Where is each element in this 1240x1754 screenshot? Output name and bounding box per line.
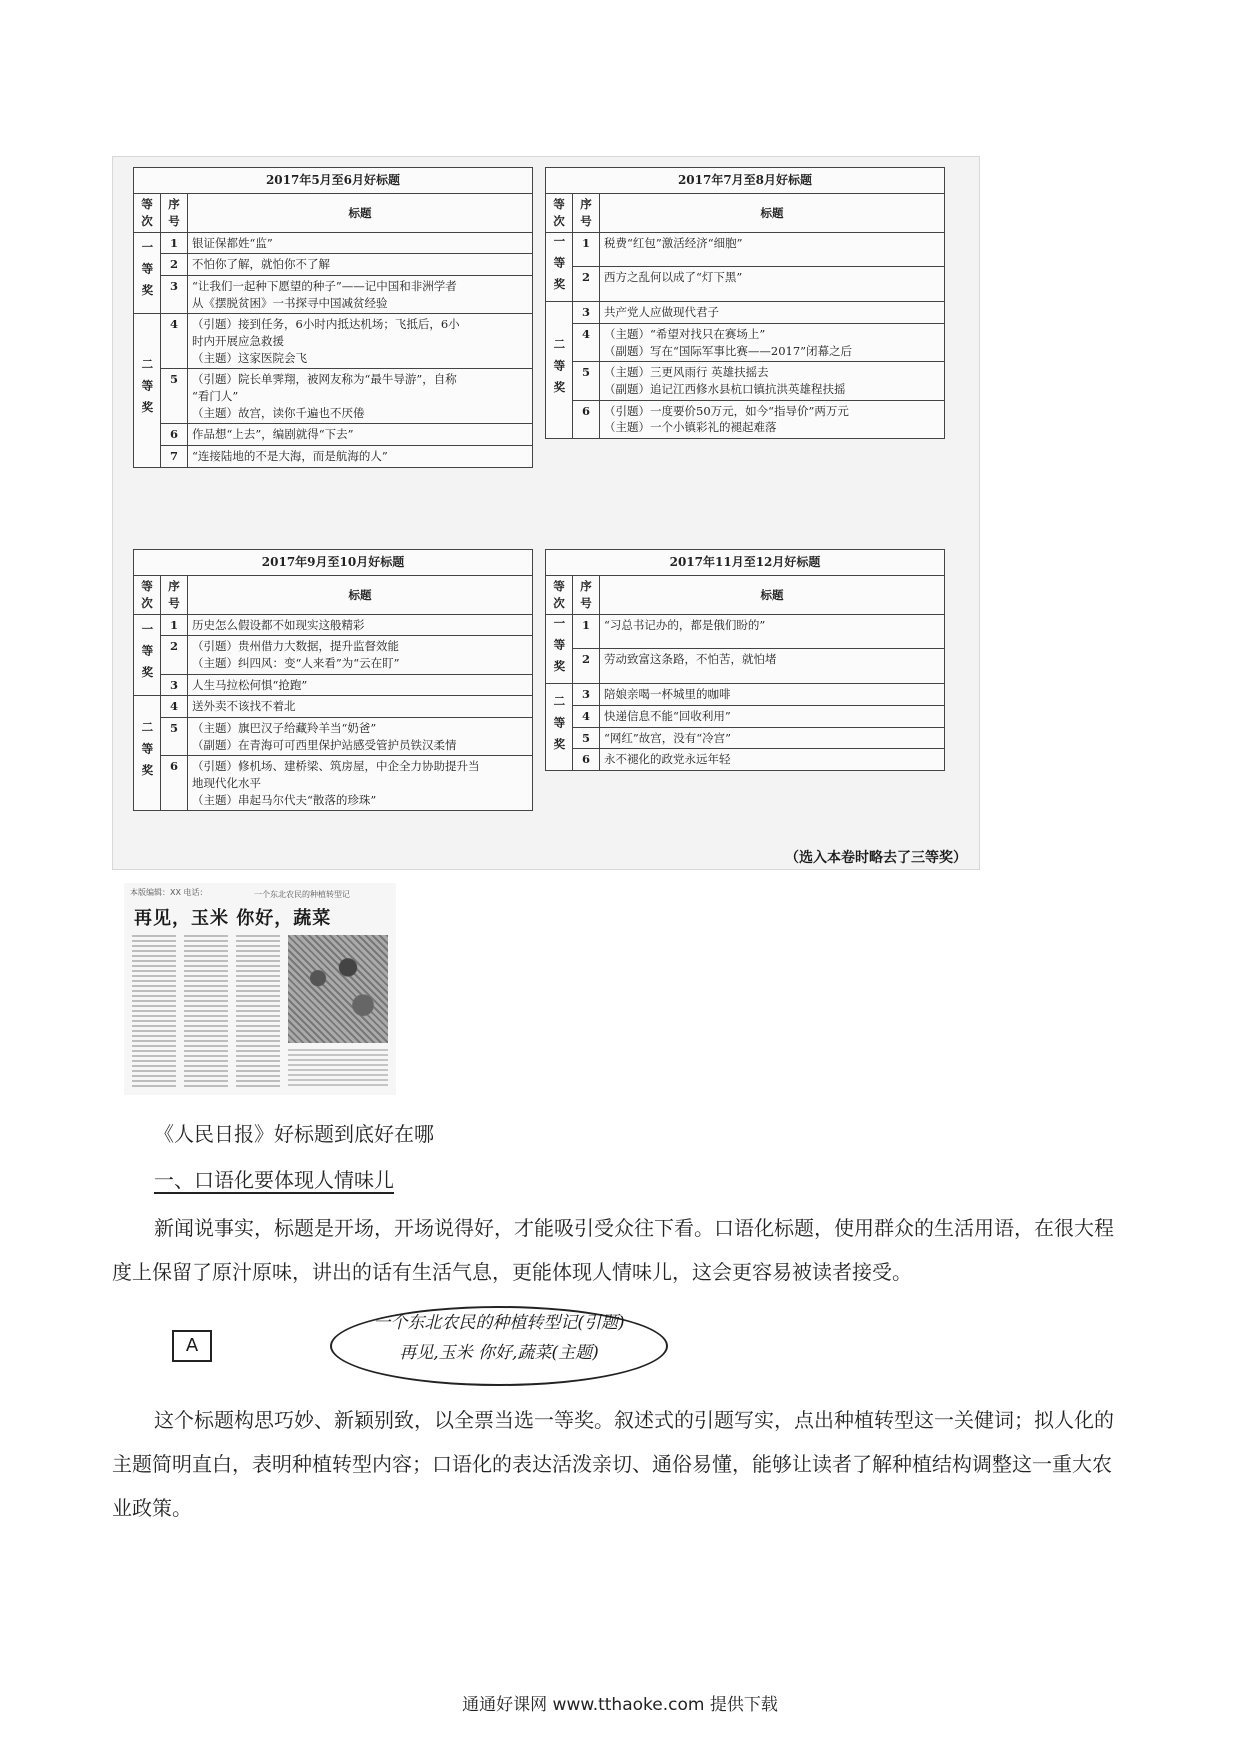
table-row — [546, 727, 945, 749]
number-cell: 3 — [161, 674, 188, 696]
article-title: 《人民日报》好标题到底好在哪 — [154, 1122, 434, 1146]
newspaper-clipping — [124, 883, 396, 1095]
headline-cell — [188, 674, 533, 696]
table-row — [134, 756, 533, 811]
headline-line: （主题）纠四风：变“人来看”为“云在盯” — [192, 656, 400, 671]
headline-line: （主题）串起马尔代夫“散落的珍珠” — [192, 792, 377, 807]
number-cell: 2 — [573, 649, 600, 684]
headline-cell — [600, 649, 945, 684]
headline-line: 永不褪化的政党永远年轻 — [604, 752, 731, 767]
table-row — [546, 684, 945, 706]
table-row — [546, 232, 945, 267]
paragraph-intro: 新闻说事实，标题是开场，开场说得好，才能吸引受众往下看。口语化标题，使用群众的生活用语，在很大程度上保留了原汁原味，讲出的话有生活气息，更能体现人情味儿，这会更容易被读者接受。 — [112, 1216, 1114, 1284]
number-cell: 4 — [573, 323, 600, 361]
headline-line: “网红”故宫，没有“冷宫” — [604, 730, 732, 745]
number-cell: 1 — [573, 232, 600, 267]
headline-cell — [600, 614, 945, 649]
grade-cell: 二等奖 — [546, 302, 573, 439]
grade-cell: 二等奖 — [546, 684, 573, 771]
award-table-july-august — [545, 167, 945, 439]
table-header-cell: 标题 — [600, 194, 945, 232]
grade-cell: 一等奖 — [546, 614, 573, 684]
table-row — [134, 718, 533, 756]
number-cell: 6 — [573, 749, 600, 771]
table-row — [546, 267, 945, 302]
table-row — [546, 302, 945, 324]
number-cell: 5 — [161, 718, 188, 756]
headline-line: 人生马拉松何惧“抢跑” — [192, 677, 308, 692]
headline-line: 劳动致富这条路，不怕苦，就怕堵 — [604, 652, 777, 667]
table-header-cell: 等次 — [134, 194, 161, 232]
table-header-cell: 等次 — [546, 576, 573, 614]
clipping-photo — [288, 935, 388, 1043]
number-cell: 3 — [573, 302, 600, 324]
number-cell: 6 — [161, 756, 188, 811]
number-cell: 4 — [161, 696, 188, 718]
grade-cell: 一等奖 — [134, 614, 161, 696]
sample-headline-line2: 再见,玉米 你好,蔬菜(主题) — [399, 1343, 599, 1363]
table-row — [134, 232, 533, 254]
headline-cell — [600, 302, 945, 324]
award-table-may-june — [133, 167, 533, 468]
award-table-november-december — [545, 549, 945, 771]
headline-line: （主题）旗巴汉子给藏羚羊当“奶爸” — [192, 721, 377, 736]
table-row — [134, 369, 533, 424]
grade-cell: 一等奖 — [134, 232, 161, 314]
headline-line: 陪娘亲喝一杯城里的咖啡 — [604, 687, 731, 702]
clipping-headline: 再见，玉米 你好，蔬菜 — [134, 908, 332, 929]
headline-line: 税费“红包”激活经济“细胞” — [604, 235, 743, 250]
number-cell: 1 — [573, 614, 600, 649]
table-row — [134, 424, 533, 446]
headline-line: （主题）一个小镇彩礼的褪起难落 — [604, 420, 777, 435]
headline-line: “习总书记办的，都是俄们盼的” — [604, 617, 766, 632]
sample-headline-oval — [330, 1306, 668, 1386]
headline-cell — [188, 614, 533, 636]
headline-line: （主题）“希望对找只在赛场上” — [604, 326, 766, 341]
table-header-cell: 序号 — [161, 194, 188, 232]
number-cell: 4 — [161, 314, 188, 369]
table-header-cell: 序号 — [573, 576, 600, 614]
headline-cell — [600, 362, 945, 400]
headline-cell — [188, 696, 533, 718]
headline-line: 快递信息不能“回收利用” — [604, 708, 731, 723]
page-footer: 通通好课网 www.tthaoke.com 提供下载 — [462, 1695, 778, 1715]
headline-line: 地现代化水平 — [192, 776, 261, 791]
headline-line: （主题）这家医院会飞 — [192, 350, 307, 365]
table-row — [134, 614, 533, 636]
table-note: （选入本卷时略去了三等奖） — [785, 850, 967, 866]
headline-cell — [188, 446, 533, 468]
table-row — [546, 749, 945, 771]
headline-line: 送外卖不该找不着北 — [192, 699, 296, 714]
table-row — [134, 314, 533, 369]
table-row — [546, 705, 945, 727]
clipping-top-text: 本版编辑：XX 电话： — [130, 888, 208, 897]
headline-line: 共产党人应做现代君子 — [604, 305, 719, 320]
clipping-sub-headline: 一个东北农民的种植转型记 — [254, 890, 350, 899]
headline-line: （引题）院长单霁翔，被网友称为“最牛导游”，自称 — [192, 372, 457, 387]
number-cell: 5 — [161, 369, 188, 424]
headline-cell — [188, 424, 533, 446]
headline-line: 时内开展应急救援 — [192, 334, 284, 349]
number-cell: 2 — [573, 267, 600, 302]
paragraph-analysis: 这个标题构思巧妙、新颖别致，以全票当选一等奖。叙述式的引题写实，点出种植转型这一关健词；拟人化的主题简明直白，表明种植转型内容；口语化的表达活泼亲切、通俗易懂，能够让读者了解种植结构调整这一重大农业政策。 — [112, 1408, 1114, 1520]
table-caption: 2017年7月至8月好标题 — [546, 168, 945, 194]
section-title: 一、口语化要体现人情味儿 — [154, 1168, 394, 1192]
headline-line: （副题）追记江西修水县杭口镇抗洪英雄程扶摇 — [604, 381, 846, 396]
number-cell: 2 — [161, 636, 188, 674]
headline-cell — [188, 369, 533, 424]
headline-cell — [188, 314, 533, 369]
headline-cell — [600, 705, 945, 727]
headline-line: （引题）修机场、建桥梁、筑房屋，中企全力协助提升当 — [192, 759, 480, 774]
headline-cell — [188, 636, 533, 674]
headline-line: （主题）故宫，读你千遍也不厌倦 — [192, 405, 365, 420]
headline-line: “看门人” — [192, 389, 239, 404]
number-cell: 1 — [161, 614, 188, 636]
headline-cell — [600, 267, 945, 302]
table-row — [134, 446, 533, 468]
headline-cell — [188, 232, 533, 254]
table-header-cell: 序号 — [573, 194, 600, 232]
number-cell: 5 — [573, 727, 600, 749]
headline-cell — [600, 684, 945, 706]
table-row — [546, 323, 945, 361]
headline-line: （引题）接到任务，6小时内抵达机场；飞抵后，6小 — [192, 317, 460, 332]
clipping-text-column — [288, 1049, 388, 1087]
number-cell: 5 — [573, 362, 600, 400]
sample-label: A — [172, 1330, 212, 1362]
grade-cell: 二等奖 — [134, 696, 161, 811]
headline-line: 从《摆脱贫困》一书探寻中国减贫经验 — [192, 295, 388, 310]
award-table-september-october — [133, 549, 533, 811]
headline-cell — [188, 276, 533, 314]
number-cell: 1 — [161, 232, 188, 254]
table-row — [134, 276, 533, 314]
number-cell: 4 — [573, 705, 600, 727]
table-row — [134, 674, 533, 696]
table-row — [134, 254, 533, 276]
grade-cell: 一等奖 — [546, 232, 573, 302]
headline-cell — [188, 254, 533, 276]
table-header-cell: 等次 — [546, 194, 573, 232]
headline-line: “让我们一起种下愿望的种子”——记中国和非洲学者 — [192, 279, 457, 294]
headline-line: 历史怎么假设都不如现实这般精彩 — [192, 617, 365, 632]
table-caption: 2017年9月至10月好标题 — [134, 550, 533, 576]
headline-line: 银证保都姓“监” — [192, 235, 273, 250]
headline-cell — [188, 756, 533, 811]
number-cell: 7 — [161, 446, 188, 468]
table-caption: 2017年11月至12月好标题 — [546, 550, 945, 576]
table-row — [134, 636, 533, 674]
number-cell: 3 — [573, 684, 600, 706]
table-header-cell: 标题 — [188, 576, 533, 614]
clipping-text-column — [184, 935, 228, 1087]
headline-line: （引题）贵州借力大数据，提升监督效能 — [192, 639, 399, 654]
table-header-cell: 标题 — [188, 194, 533, 232]
headline-cell — [188, 718, 533, 756]
headline-line: （主题）三更风雨行 英雄扶摇去 — [604, 365, 769, 380]
award-tables-scan — [112, 156, 980, 870]
table-header-cell: 等次 — [134, 576, 161, 614]
number-cell: 6 — [573, 400, 600, 438]
table-caption: 2017年5月至6月好标题 — [134, 168, 533, 194]
table-header-cell: 标题 — [600, 576, 945, 614]
headline-line: “连接陆地的不是大海，而是航海的人” — [192, 449, 388, 464]
table-header-cell: 序号 — [161, 576, 188, 614]
table-row — [546, 400, 945, 438]
headline-cell — [600, 323, 945, 361]
grade-cell: 二等奖 — [134, 314, 161, 467]
clipping-text-column — [236, 935, 280, 1087]
headline-line: 作品想“上去”，编剧就得“下去” — [192, 427, 354, 442]
headline-line: （引题）一度要价50万元，如今“指导价”两万元 — [604, 403, 849, 418]
number-cell: 2 — [161, 254, 188, 276]
number-cell: 3 — [161, 276, 188, 314]
headline-line: 西方之乱何以成了“灯下黑” — [604, 270, 743, 285]
headline-cell — [600, 232, 945, 267]
table-row — [546, 649, 945, 684]
headline-line: 不怕你了解，就怕你不了解 — [192, 257, 330, 272]
headline-cell — [600, 749, 945, 771]
headline-cell — [600, 400, 945, 438]
table-row — [546, 614, 945, 649]
headline-cell — [600, 727, 945, 749]
clipping-text-column — [132, 935, 176, 1087]
sample-headline-line1: 一个东北农民的种植转型记(引题) — [373, 1313, 625, 1333]
table-row — [134, 696, 533, 718]
table-row — [546, 362, 945, 400]
headline-line: （副题）在青海可可西里保护站感受管护员铁汉柔情 — [192, 737, 457, 752]
number-cell: 6 — [161, 424, 188, 446]
headline-line: （副题）写在“国际军事比赛——2017”闭幕之后 — [604, 343, 853, 358]
